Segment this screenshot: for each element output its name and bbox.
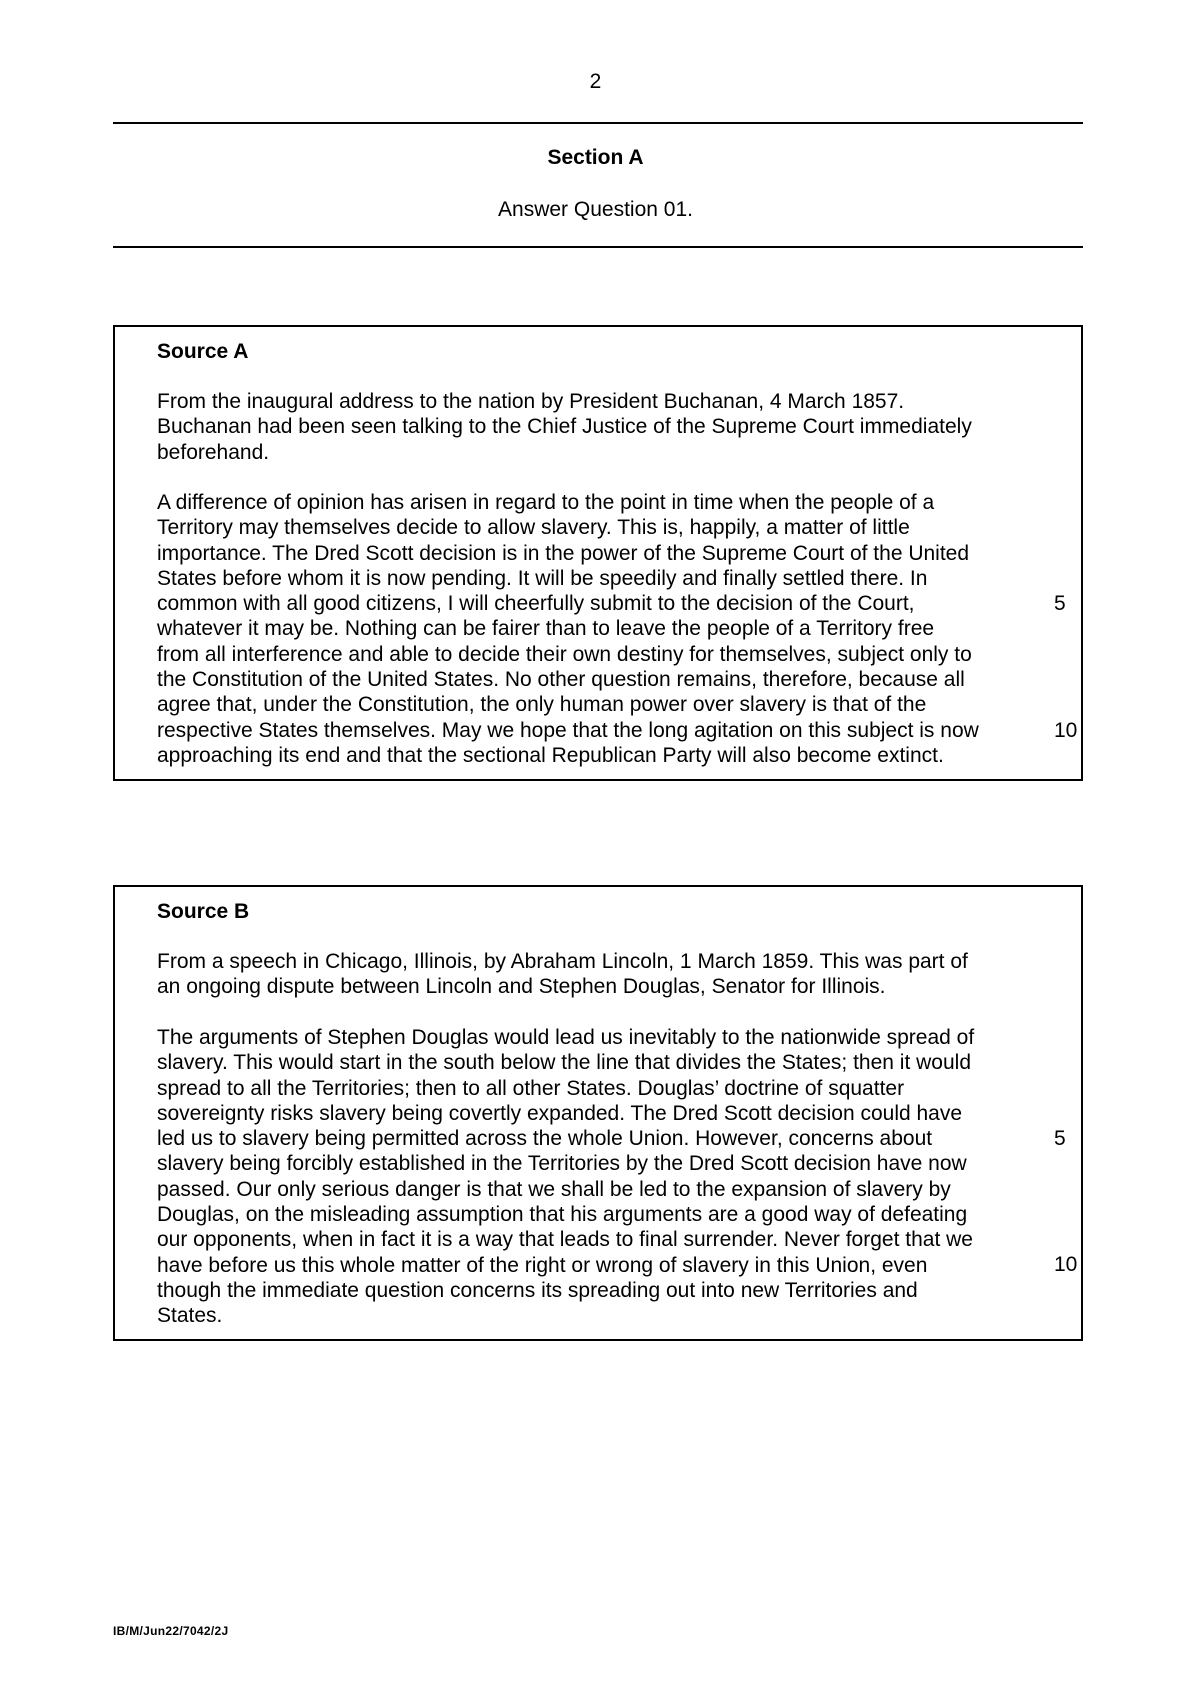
- source-b-line: Douglas, on the misleading assumption that his arguments are a good way of defeating: [157, 1203, 968, 1227]
- source-b-body: [157, 1025, 1057, 1329]
- source-a-box: [113, 325, 1083, 781]
- source-b-line: passed. Our only serious danger is that we shall be led to the expansion of slavery by: [157, 1177, 951, 1201]
- section-instruction: Answer Question 01.: [498, 198, 693, 221]
- source-a-line: whatever it may be. Nothing can be fairer than to leave the people of a Territory free: [157, 617, 935, 641]
- source-a-line: respective States themselves. May we hope that the long agitation on this subject is now: [157, 718, 979, 742]
- source-a-intro: [157, 389, 1037, 465]
- source-a-body: [157, 490, 1057, 768]
- source-b-line: spread to all the Territories; then to all other States. Douglas’ doctrine of squatter: [157, 1076, 905, 1100]
- source-b-line: led us to slavery being permitted across the whole Union. However, concerns about: [157, 1127, 933, 1151]
- source-b-line: though the immediate question concerns its spreading out into new Territories and: [157, 1278, 918, 1302]
- source-b-line: slavery being forcibly established in the Territories by the Dred Scott decision have now: [157, 1152, 967, 1176]
- source-b-line: slavery. This would start in the south below the line that divides the States; then it would: [157, 1051, 972, 1075]
- source-a-intro-line: Buchanan had been seen talking to the Chief Justice of the Supreme Court immediately: [157, 415, 972, 439]
- source-a-line: common with all good citizens, I will cheerfully submit to the decision of the Court,: [157, 592, 915, 616]
- source-b-intro-line: From a speech in Chicago, Illinois, by Abraham Lincoln, 1 March 1859. This was part of: [157, 950, 968, 973]
- source-a-line: agree that, under the Constitution, the only human power over slavery is that of the: [157, 693, 927, 717]
- source-a-line: Territory may themselves decide to allow slavery. This is, happily, a matter of little: [157, 516, 910, 540]
- source-a-line: the Constitution of the United States. No other question remains, therefore, because all: [157, 668, 965, 692]
- source-a-line-number-10: 10: [1054, 719, 1078, 742]
- source-b-intro: [157, 949, 1037, 1000]
- source-b-line-number-10: 10: [1054, 1253, 1078, 1276]
- source-a-line: importance. The Dred Scott decision is in the power of the Supreme Court of the United: [157, 541, 970, 565]
- source-a-line: approaching its end and that the sectional Republican Party will also become extinct.: [157, 743, 944, 767]
- source-b-line: our opponents, when in fact it is a way that leads to final surrender. Never forget that we: [157, 1228, 973, 1252]
- source-b-title: Source B: [157, 900, 250, 923]
- source-a-line-number-5: 5: [1054, 592, 1066, 615]
- source-b-line: The arguments of Stephen Douglas would lead us inevitably to the nationwide spread of: [157, 1026, 975, 1049]
- section-heading: Section A: [547, 146, 644, 169]
- source-a-line: States before whom it is now pending. It will be speedily and finally settled there. In: [157, 566, 928, 590]
- source-b-line-number-5: 5: [1054, 1127, 1066, 1150]
- source-a-intro-line: beforehand.: [157, 440, 270, 464]
- source-b-line: have before us this whole matter of the right or wrong of slavery in this Union, even: [157, 1253, 928, 1277]
- source-a-intro-line: From the inaugural address to the nation by President Buchanan, 4 March 1857.: [157, 390, 905, 413]
- footer-code: IB/M/Jun22/7042/2J: [113, 1624, 229, 1638]
- source-b-line: sovereignty risks slavery being covertly expanded. The Dred Scott decision could have: [157, 1101, 963, 1125]
- bottom-divider: [113, 246, 1083, 248]
- page-number: 2: [589, 70, 602, 93]
- source-b-line: States.: [157, 1304, 223, 1328]
- source-b-box: [113, 885, 1083, 1341]
- source-b-intro-line: an ongoing dispute between Lincoln and Stephen Douglas, Senator for Illinois.: [157, 975, 886, 999]
- source-a-line: A difference of opinion has arisen in regard to the point in time when the people of a: [157, 491, 935, 514]
- source-a-title: Source A: [157, 340, 249, 363]
- top-divider: [113, 122, 1083, 124]
- source-a-line: from all interference and able to decide their own destiny for themselves, subject only to: [157, 642, 972, 666]
